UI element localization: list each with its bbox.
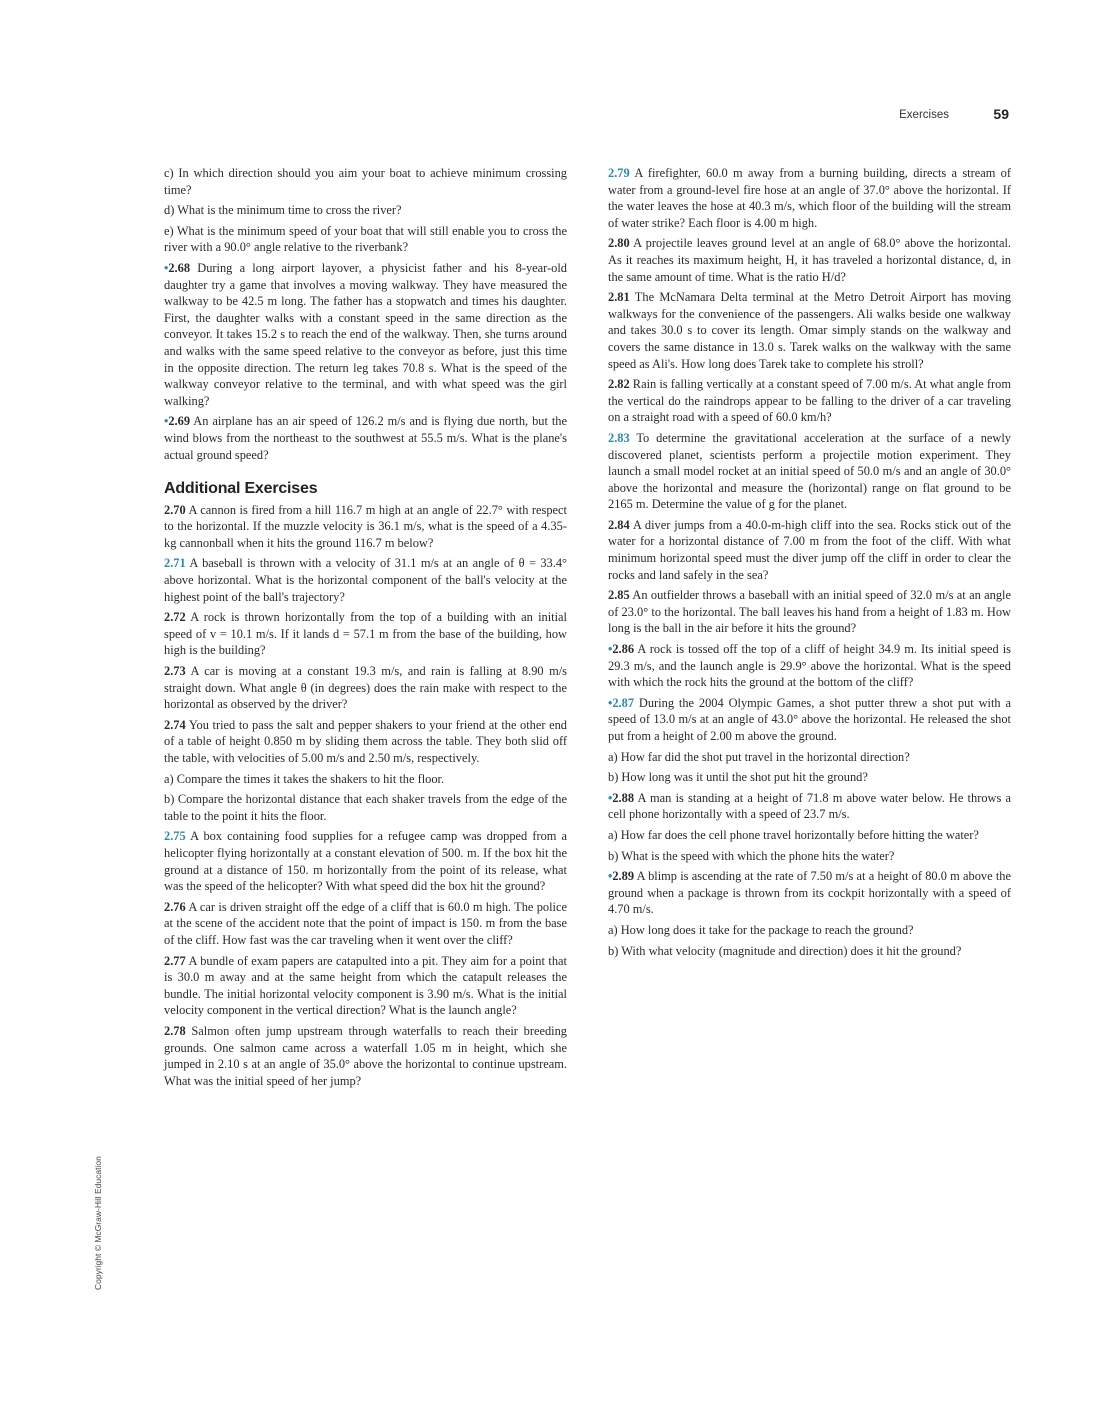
problem-2-79 (608, 165, 1011, 231)
problem-number: 2.84 (608, 517, 630, 532)
problem-2-87 (608, 695, 1011, 745)
problem-2-74-part-a: a) Compare the times it takes the shakers to hit the floor. (164, 771, 445, 786)
difficulty-bullet: • (608, 790, 613, 805)
problem-text: A box containing food supplies for a refugee camp was dropped from a helicopter flying horizontally at a constant elevation of 500. m. If the box hit the ground at a distance of 150. m horizontally from the point of its release, what was the speed of the helicopter? With what speed did the box hit the ground? (164, 829, 567, 894)
problem-number: 2.85 (608, 588, 630, 603)
problem-2-89-part-a: a) How long does it take for the package to reach the ground? (608, 922, 914, 937)
problem-text: A car is driven straight off the edge of a cliff that is 60.0 m high. The police at the scene of the accident note that the point of impact is 150. m from the base of the cliff. How fast was the car traveling when it went over the cliff? (164, 899, 567, 947)
problem-2-84 (608, 517, 1011, 583)
problem-text: A rock is thrown horizontally from the top of a building with an initial speed of v = 10.1 m/s. If it lands d = 57.1 m from the base of the building, how high is the building? (164, 610, 567, 658)
problem-2-75 (164, 828, 567, 894)
problem-number: 2.78 (164, 1023, 186, 1038)
problem-2-69 (164, 413, 567, 463)
problem-2-80 (608, 235, 1011, 285)
problem-2-73 (164, 663, 567, 713)
problem-number: 2.68 (168, 260, 191, 275)
problem-number: 2.69 (168, 414, 191, 429)
problem-text: An outfielder throws a baseball with an initial speed of 32.0 m/s at an angle of 23.0° to the horizontal. The ball leaves his hand from a height of 1.83 m. How long is the ball in the air before it hits the ground? (608, 588, 1011, 636)
problem-text: A firefighter, 60.0 m away from a burning building, directs a stream of water from a ground-level fire hose at an angle of 37.0° above the horizontal. If the water leaves the hose at 40.3 m/s, which floor of the building will the stream of water strike? Each floor is 4.00 m high. (608, 166, 1011, 230)
problem-number: 2.87 (612, 695, 635, 710)
problem-2-88-part-a: a) How far does the cell phone travel horizontally before hitting the water? (608, 827, 979, 842)
problem-2-88 (608, 790, 1011, 823)
problem-2-76 (164, 899, 567, 949)
problem-2-87-part-b: b) How long was it until the shot put hit the ground? (608, 770, 868, 785)
problem-2-88-part-b: b) What is the speed with which the phone hits the water? (608, 848, 895, 863)
copyright-notice: Copyright © McGraw-Hill Education (93, 1156, 103, 1290)
problem-number: 2.80 (608, 236, 630, 251)
difficulty-bullet: • (164, 414, 169, 429)
problem-2-89-part-b: b) With what velocity (magnitude and direction) does it hit the ground? (608, 943, 962, 958)
problem-number: 2.70 (164, 502, 186, 517)
problem-number: 2.82 (608, 377, 630, 392)
problem-text: During the 2004 Olympic Games, a shot putter threw a shot put with a speed of 13.0 m/s at an angle of 43.0° above the horizontal. He released the shot put from a height of 2.00 m above the ground. (608, 695, 1011, 743)
problem-number: 2.72 (164, 610, 186, 625)
problem-number: 2.71 (164, 556, 186, 571)
difficulty-bullet: • (608, 869, 613, 884)
problem-text: A rock is tossed off the top of a cliff of height 34.9 m. Its initial speed is 29.3 m/s, and the launch angle is 29.9° above the horizontal. What is the speed with which the rock hits the ground at the bottom of the cliff? (608, 642, 1011, 690)
problem-2-71 (164, 555, 567, 605)
problem-text: A projectile leaves ground level at an angle of 68.0° above the horizontal. As it reaches its maximum height, H, it has traveled a horizontal distance, d, in the same amount of time. What is the ratio H/d? (608, 236, 1011, 284)
problem-2-81 (608, 289, 1011, 372)
problem-text: A baseball is thrown with a velocity of 31.1 m/s at an angle of θ = 33.4° above horizontal. What is the horizontal component of the ball's velocity at the highest point of the ball's trajectory? (164, 556, 567, 604)
problem-number: 2.74 (164, 717, 186, 732)
problem-2-70 (164, 502, 567, 552)
problem-2-83 (608, 430, 1011, 513)
problem-number: 2.88 (612, 790, 635, 805)
problem-2-77 (164, 953, 567, 1019)
problem-text: A bundle of exam papers are catapulted into a pit. They aim for a point that is 30.0 m away and at the same height from which the catapult releases the bundle. The initial horizontal velocity component is 3.90 m/s. What is the initial velocity component in the vertical direction? What is the launch angle? (164, 953, 567, 1018)
problem-text: Rain is falling vertically at a constant speed of 7.00 m/s. At what angle from the vertical do the raindrops appear to be falling to the driver of a car traveling on a straight road with a speed of 60.0 km/h? (608, 377, 1011, 425)
problem-2-72 (164, 609, 567, 659)
right-column (608, 165, 1011, 963)
problem-part-d: d) What is the minimum time to cross the river? (164, 203, 402, 218)
problem-text: The McNamara Delta terminal at the Metro Detroit Airport has moving walkways for the convenience of the passengers. Ali walks beside one walkway and takes 30.0 s to cover its length. Omar simply stands on the walkway and covers the same distance in 13.0 s. Tarek walks on the walkway with the same speed as Ali's. How long does Tarek take to complete his stroll? (608, 290, 1011, 371)
page-number: 59 (993, 106, 1009, 122)
left-column (164, 165, 567, 1093)
problem-text: A diver jumps from a 40.0-m-high cliff into the sea. Rocks stick out of the water for a horizontal distance of 7.00 m from the foot of the cliff. With what minimum horizontal speed must the diver jump off the cliff in order to clear the rocks and land safely in the sea? (608, 517, 1011, 582)
difficulty-bullet: • (608, 642, 613, 657)
problem-part-e: e) What is the minimum speed of your boat that will still enable you to cross the river with a 90.0° angle relative to the riverbank? (164, 223, 567, 255)
problem-number: 2.76 (164, 899, 186, 914)
difficulty-bullet: • (164, 260, 169, 275)
problem-text: To determine the gravitational acceleration at the surface of a newly discovered planet, scientists perform a projectile motion experiment. They launch a small model rocket at an initial speed of 50.0 m/s and an angle of 30.0° above the horizontal and measure the (horizontal) range on flat ground to be 2165 m. Determine the value of g for the planet. (608, 430, 1011, 512)
problem-number: 2.86 (612, 642, 635, 657)
problem-2-85 (608, 587, 1011, 637)
problem-2-89 (608, 868, 1011, 918)
problem-text: A blimp is ascending at the rate of 7.50 m/s at a height of 80.0 m above the ground when a package is thrown from its cockpit horizontally with a speed of 4.70 m/s. (608, 869, 1011, 917)
problem-text: Salmon often jump upstream through waterfalls to reach their breeding grounds. One salmon came across a waterfall 1.05 m in height, which she jumped in 2.10 s at an angle of 35.0° above the horizontal to continue upstream. What was the initial speed of her jump? (164, 1023, 567, 1088)
problem-number: 2.73 (164, 664, 186, 679)
problem-number: 2.83 (608, 430, 630, 445)
problem-text: A cannon is fired from a hill 116.7 m high at an angle of 22.7° with respect to the horizontal. If the muzzle velocity is 36.1 m/s, what is the speed of a 4.35-kg cannonball when it hits the ground 116.7 m below? (164, 502, 567, 550)
problem-number: 2.75 (164, 829, 186, 844)
problem-number: 2.77 (164, 953, 186, 968)
problem-2-74-part-b: b) Compare the horizontal distance that each shaker travels from the edge of the table to the point it hits the floor. (164, 792, 567, 823)
difficulty-bullet: • (608, 695, 613, 710)
section-heading: Additional Exercises (164, 480, 318, 498)
running-head: Exercises (899, 109, 949, 121)
problem-text: An airplane has an air speed of 126.2 m/s and is flying due north, but the wind blows from the northeast to the southwest at 55.5 m/s. What is the plane's actual ground speed? (164, 414, 567, 462)
problem-number: 2.89 (612, 869, 635, 884)
problem-2-74 (164, 717, 567, 767)
problem-2-78 (164, 1023, 567, 1089)
problem-2-82 (608, 376, 1011, 426)
problem-text: A car is moving at a constant 19.3 m/s, and rain is falling at 8.90 m/s straight down. What angle θ (in degrees) does the rain make with respect to the horizontal as observed by the driver? (164, 664, 567, 712)
problem-2-87-part-a: a) How far did the shot put travel in the horizontal direction? (608, 749, 910, 764)
problem-2-68 (164, 260, 567, 409)
problem-text: During a long airport layover, a physicist father and his 8-year-old daughter try a game that involves a moving walkway. They have measured the walkway to be 42.5 m long. The father has a stopwatch and times his daughter. First, the daughter walks with a constant speed in the same direction as the conveyor. It takes 15.2 s to reach the end of the walkway. Then, she turns around and walks with the same speed relative to the conveyor as before, just this time in the opposite direction. The return leg takes 70.8 s. What is the speed of the walkway conveyor relative to the terminal, and with what speed was the girl walking? (164, 260, 567, 408)
problem-part-c: c) In which direction should you aim your boat to achieve minimum crossing time? (164, 166, 567, 197)
problem-text: A man is standing at a height of 71.8 m above water below. He throws a cell phone horizontally with a speed of 23.7 m/s. (608, 790, 1011, 822)
problem-number: 2.81 (608, 290, 630, 305)
problem-2-86 (608, 641, 1011, 691)
problem-text: You tried to pass the salt and pepper shakers to your friend at the other end of a table of height 0.850 m by sliding them across the table. They both slid off the table, with velocities of 5.00 m/s and 2.50 m/s, respectively. (164, 717, 567, 765)
problem-number: 2.79 (608, 166, 630, 180)
page-header (0, 106, 1118, 128)
